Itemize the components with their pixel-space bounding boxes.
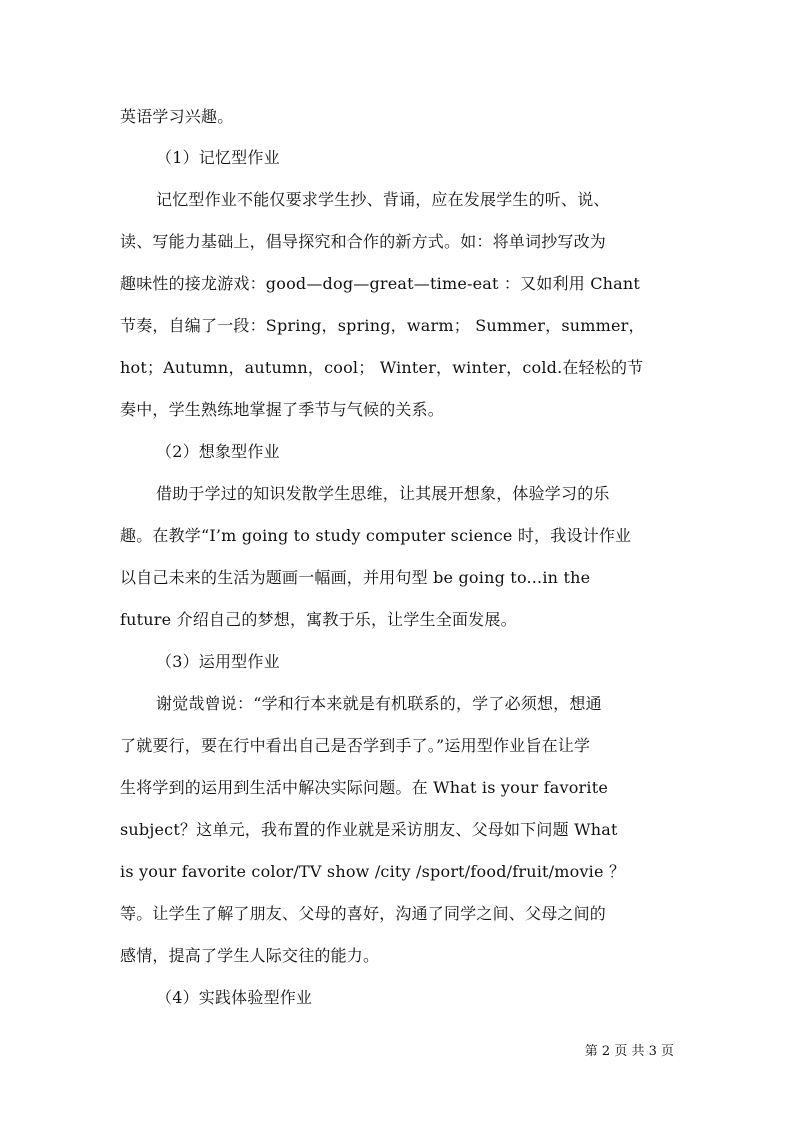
section-heading-memory: （1）记忆型作业 [156, 148, 280, 167]
paragraph-line: 借助于学过的知识发散学生思维，让其展开想象，体验学习的乐 [156, 484, 610, 503]
paragraph-line: subject？这单元，我布置的作业就是采访朋友、父母如下问题 What [120, 820, 618, 839]
paragraph-line: 以自己未来的生活为题画一幅画，并用句型 be going to...in the [120, 568, 591, 587]
paragraph-line: 生将学到的运用到生活中解决实际问题。在 What is your favorite [120, 778, 609, 797]
paragraph-line: is your favorite color/TV show /city /sport/food/fruit/movie ？ [120, 862, 626, 881]
paragraph-line: 等。让学生了解了朋友、父母的喜好，沟通了同学之间、父母之间的 [120, 904, 607, 923]
paragraph-line: 记忆型作业不能仅要求学生抄、背诵，应在发展学生的听、说、 [156, 190, 610, 209]
paragraph-line: future 介绍自己的梦想，寓教于乐，让学生全面发展。 [120, 610, 517, 629]
paragraph-line: 趣味性的接龙游戏：good—dog—great—time-eat ：又如利用 Chant [120, 274, 641, 293]
section-heading-application: （3）运用型作业 [156, 652, 280, 671]
page-footer: 第 2 页 共 3 页 [584, 1044, 674, 1059]
section-heading-practice: （4）实践体验型作业 [156, 988, 313, 1007]
paragraph-line: hot；Autumn，autumn，cool； Winter，winter，cold.在轻松的节 [120, 358, 644, 377]
paragraph-line: 谢觉哉曾说：“学和行本来就是有机联系的，学了必须想，想通 [156, 694, 602, 713]
paragraph-line: 趣。在教学“I’m going to study computer science 时，我设计作业 [120, 526, 632, 545]
paragraph-line: 了就要行，要在行中看出自己是否学到手了。”运用型作业旨在让学 [120, 736, 591, 755]
paragraph-line: 读、写能力基础上，倡导探究和合作的新方式。如：将单词抄写改为 [120, 232, 607, 251]
paragraph-line: 节奏，自编了一段：Spring，spring，warm； Summer，summer， [120, 316, 645, 335]
paragraph-line: 奏中，学生熟练地掌握了季节与气候的关系。 [120, 400, 445, 419]
section-heading-imagination: （2）想象型作业 [156, 442, 280, 461]
paragraph-continuation: 英语学习兴趣。 [120, 107, 234, 126]
paragraph-line: 感情，提高了学生人际交往的能力。 [120, 946, 380, 965]
